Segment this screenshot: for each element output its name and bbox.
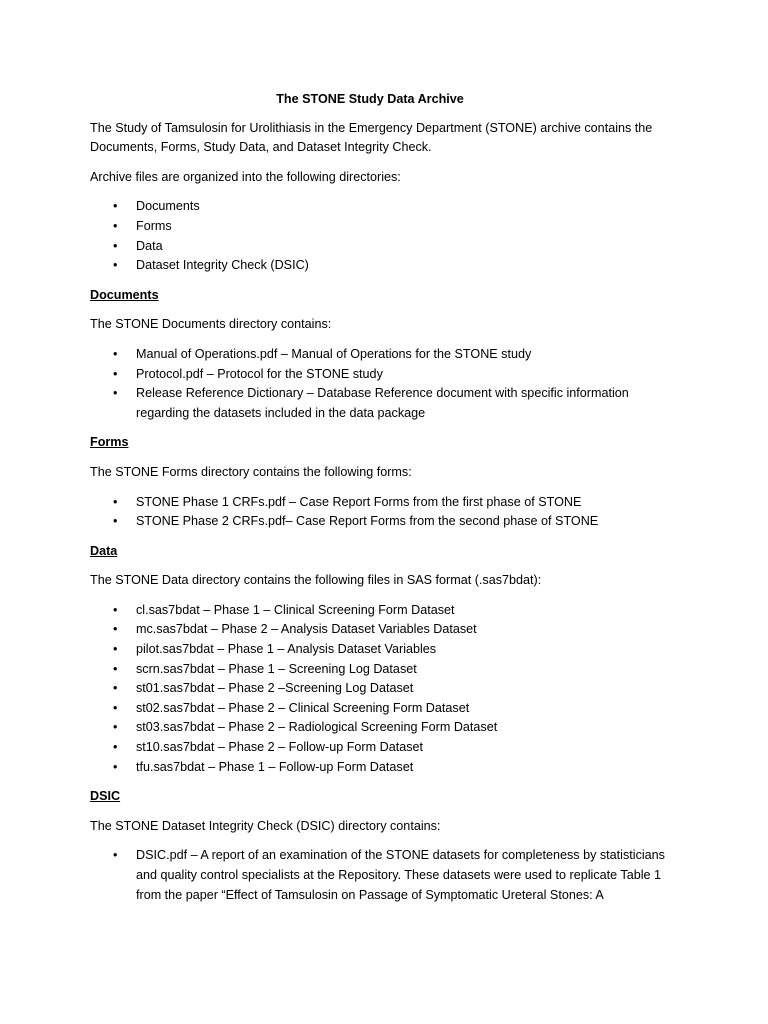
list-item-text: Documents [136, 199, 200, 214]
bullet-icon: • [113, 494, 118, 509]
documents-heading: Documents [90, 287, 159, 302]
list-item [90, 345, 676, 365]
list-item [90, 660, 676, 680]
list-item-text: DSIC.pdf – A report of an examination of the STONE datasets for completeness by statisticians and quality control specialists at the Repository. These datasets were used to replicate Table 1 from the paper “Effect of Tamsulosin on Passage of Symptomatic Ureteral Stones: A [136, 848, 665, 902]
list-item [90, 197, 676, 217]
list-item [90, 512, 676, 532]
document-page [90, 90, 690, 915]
documents-intro: The STONE Documents directory contains: [90, 317, 332, 332]
list-item-text: Data [136, 238, 163, 253]
bullet-icon: • [113, 258, 118, 273]
bullet-icon: • [113, 700, 118, 715]
directory-list [90, 197, 690, 275]
list-item [90, 493, 676, 513]
list-item [90, 365, 676, 385]
organized-paragraph: Archive files are organized into the following directories: [90, 169, 401, 184]
dsic-intro: The STONE Dataset Integrity Check (DSIC) directory contains: [90, 818, 441, 833]
documents-list [90, 345, 690, 423]
bullet-icon: • [113, 218, 118, 233]
bullet-icon: • [113, 514, 118, 529]
list-item [90, 758, 676, 778]
list-item-text: STONE Phase 1 CRFs.pdf – Case Report Forms from the first phase of STONE [136, 494, 582, 509]
forms-intro: The STONE Forms directory contains the following forms: [90, 464, 412, 479]
dsic-list [90, 846, 690, 905]
list-item-text: STONE Phase 2 CRFs.pdf– Case Report Forms from the second phase of STONE [136, 514, 599, 529]
data-heading: Data [90, 543, 118, 558]
bullet-icon: • [113, 642, 118, 657]
bullet-icon: • [113, 386, 118, 401]
bullet-icon: • [113, 661, 118, 676]
intro-paragraph: The Study of Tamsulosin for Urolithiasis in the Emergency Department (STONE) archive contains the Documents, Forms, Study Data, and Dataset Integrity Check. [90, 120, 653, 155]
bullet-icon: • [113, 238, 118, 253]
bullet-icon: • [113, 681, 118, 696]
list-item [90, 217, 676, 237]
list-item [90, 640, 676, 660]
list-item-text: cl.sas7bdat – Phase 1 – Clinical Screening Form Dataset [136, 602, 455, 617]
list-item [90, 718, 676, 738]
bullet-icon: • [113, 622, 118, 637]
list-item-text: scrn.sas7bdat – Phase 1 – Screening Log Dataset [136, 661, 417, 676]
bullet-icon: • [113, 848, 118, 863]
list-item [90, 620, 676, 640]
list-item [90, 679, 676, 699]
list-item-text: st03.sas7bdat – Phase 2 – Radiological Screening Form Dataset [136, 720, 498, 735]
bullet-icon: • [113, 759, 118, 774]
bullet-icon: • [113, 740, 118, 755]
list-item-text: mc.sas7bdat – Phase 2 – Analysis Dataset Variables Dataset [136, 622, 477, 637]
list-item-text: Dataset Integrity Check (DSIC) [136, 258, 309, 273]
list-item-text: Forms [136, 218, 172, 233]
forms-list [90, 493, 690, 532]
list-item [90, 237, 676, 257]
bullet-icon: • [113, 199, 118, 214]
list-item-text: pilot.sas7bdat – Phase 1 – Analysis Dataset Variables [136, 642, 437, 657]
list-item-text: Protocol.pdf – Protocol for the STONE study [136, 366, 383, 381]
forms-heading: Forms [90, 435, 129, 450]
list-item [90, 699, 676, 719]
bullet-icon: • [113, 366, 118, 381]
list-item-text: st01.sas7bdat – Phase 2 –Screening Log Dataset [136, 681, 414, 696]
bullet-icon: • [113, 720, 118, 735]
list-item-text: tfu.sas7bdat – Phase 1 – Follow-up Form Dataset [136, 759, 414, 774]
list-item-text: Release Reference Dictionary – Database Reference document with specific information regarding the datasets included in the data package [136, 386, 629, 420]
list-item [90, 738, 676, 758]
list-item-text: Manual of Operations.pdf – Manual of Operations for the STONE study [136, 346, 532, 361]
dsic-heading: DSIC [90, 789, 121, 804]
list-item [90, 256, 676, 276]
list-item-text: st10.sas7bdat – Phase 2 – Follow-up Form Dataset [136, 740, 424, 755]
bullet-icon: • [113, 346, 118, 361]
list-item [90, 846, 676, 905]
data-list [90, 601, 690, 777]
document-title: The STONE Study Data Archive [276, 92, 464, 106]
bullet-icon: • [113, 602, 118, 617]
list-item [90, 384, 676, 423]
list-item [90, 601, 676, 621]
list-item-text: st02.sas7bdat – Phase 2 – Clinical Screening Form Dataset [136, 700, 470, 715]
data-intro: The STONE Data directory contains the following files in SAS format (.sas7bdat): [90, 573, 542, 588]
